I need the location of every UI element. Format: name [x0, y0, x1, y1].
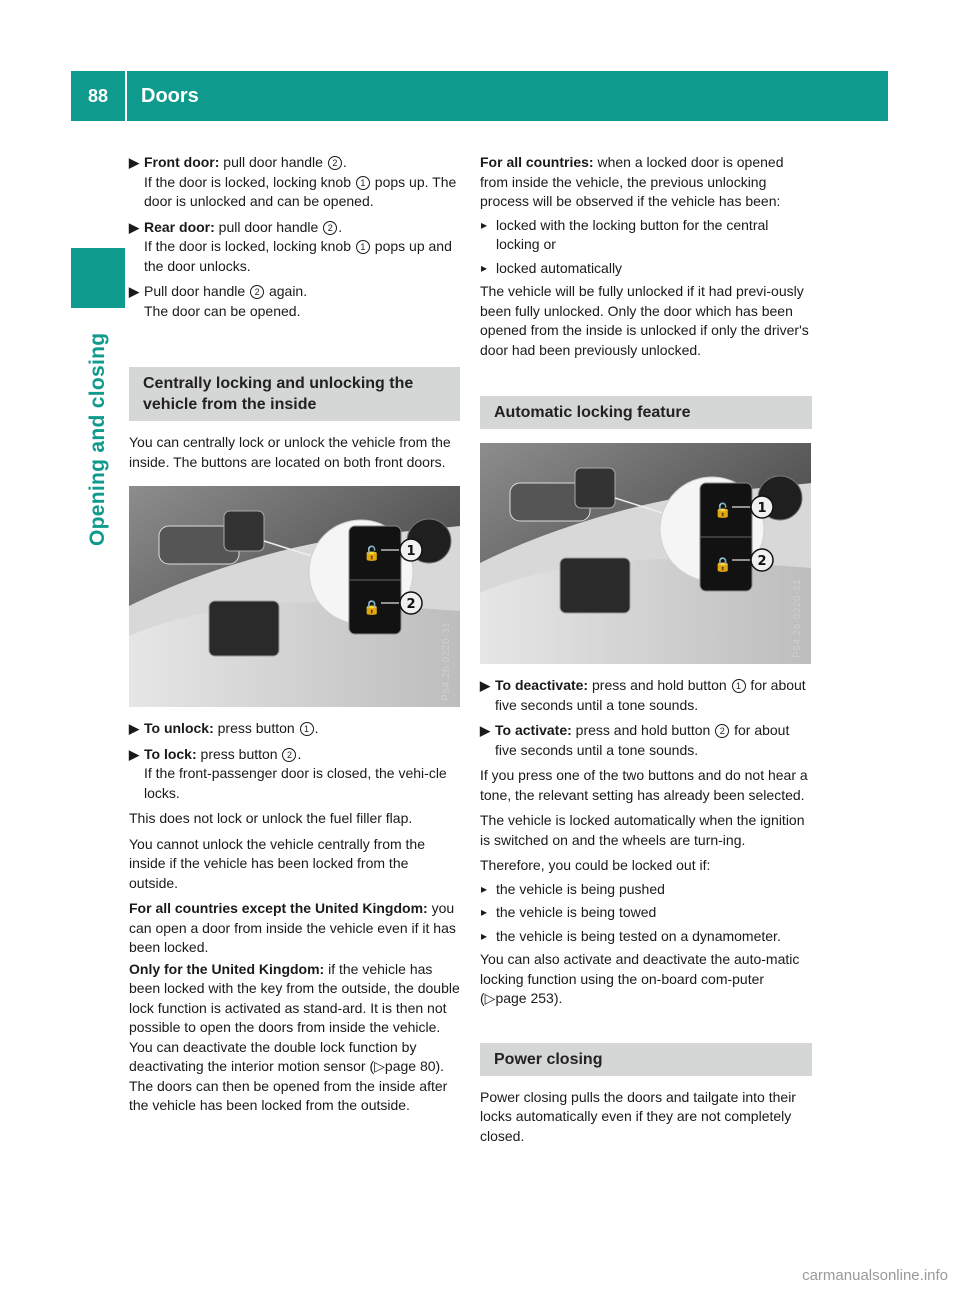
- photo-code: P54.26-0220-31: [791, 579, 803, 658]
- arrow-icon: ▶: [129, 721, 139, 736]
- callout-1-icon: 1: [356, 176, 370, 190]
- section-heading-power-closing: Power closing: [480, 1043, 812, 1076]
- sidebar-label: Opening and closing: [86, 332, 109, 546]
- arrow-icon: ▶: [480, 678, 490, 693]
- step-text: .: [297, 745, 302, 762]
- chapter-title: Doors: [141, 85, 199, 107]
- auto-lock-photo: [480, 443, 811, 664]
- uk-text: if the vehicle has been locked with the key from the outside, the double lock function is activated as stand-ard. It is then not possible to open the doors from inside the vehicle. You can deactivate the double lock function by deactivating the interior motion sensor (: [129, 960, 460, 1074]
- step-detail: If the front-passenger door is closed, the vehi-cle locks.: [144, 765, 447, 801]
- onboard-text-end: ).: [553, 990, 563, 1006]
- arrow-icon: ▶: [129, 746, 139, 762]
- bullet-icon: ▸: [481, 928, 488, 943]
- svg-text:🔓: 🔓: [714, 503, 732, 519]
- header-divider: [125, 71, 127, 121]
- callout-2-icon: 2: [250, 285, 264, 299]
- onboard-text: You can also activate and deactivate the auto-matic locking function using the on-board com-puter (: [480, 951, 800, 1006]
- bullet-item: [480, 880, 812, 900]
- arrow-icon: ▶: [129, 219, 139, 235]
- step-pull-again: [129, 282, 460, 321]
- fully-unlocked-paragraph: The vehicle will be fully unlocked if it had previ-ously been fully unlocked. Only the door which has been opened from the inside is unlocked if only the driver's door had been previously unlocked.: [480, 283, 809, 358]
- watermark: carmanualsonline.info: [802, 1267, 948, 1284]
- bullet-text: locked automatically: [496, 259, 623, 276]
- callout-2-icon: 2: [282, 748, 296, 762]
- step-text: press button: [213, 720, 299, 736]
- section-heading-central-locking: Centrally locking and unlocking the vehicle from the inside: [129, 367, 460, 421]
- bullet-item: [480, 216, 812, 255]
- callout-2-icon: 2: [328, 156, 342, 170]
- step-label: To unlock:: [144, 720, 214, 736]
- countries-label: For all countries except the United Kingdom:: [129, 900, 428, 916]
- uk-text-end: ). The doors can then be opened from the inside after the vehicle has been locked from the outside.: [129, 1058, 448, 1113]
- intro-paragraph: You can centrally lock or unlock the vehicle from the inside. The buttons are located on both front doors.: [129, 434, 451, 470]
- right-column: [480, 153, 812, 1152]
- step-text: for about five seconds until a tone sounds.: [495, 677, 806, 713]
- no-tone-paragraph: If you press one of the two buttons and do not hear a tone, the relevant setting has already been selected.: [480, 767, 808, 803]
- page-ref-icon: ▷: [374, 1058, 385, 1074]
- auto-locked-paragraph: The vehicle is locked automatically when the ignition is switched on and the wheels are turn-ing.: [480, 812, 805, 848]
- step-label: To activate:: [495, 722, 572, 738]
- bullet-icon: ▸: [481, 260, 488, 275]
- step-text: again.: [265, 283, 308, 299]
- callout-1-text: 1: [406, 544, 416, 559]
- door-panel-illustration: [129, 486, 460, 707]
- svg-text:🔒: 🔒: [714, 557, 732, 573]
- step-text: press button: [196, 745, 282, 762]
- step-text: for about five seconds until a tone sounds.: [495, 722, 790, 758]
- step-text: pull door handle: [219, 154, 327, 170]
- step-front-door: [129, 153, 460, 212]
- callout-2-text: 2: [757, 554, 767, 569]
- step-text: pull door handle: [214, 218, 323, 235]
- locked-out-paragraph: Therefore, you could be locked out if:: [480, 857, 711, 873]
- sidebar-tab: [71, 248, 125, 308]
- callout-1-icon: 1: [356, 240, 370, 254]
- uk-note: [129, 960, 460, 1116]
- step-detail: pops up and the door unlocks.: [144, 238, 452, 274]
- svg-text:🔓: 🔓: [363, 546, 381, 562]
- arrow-icon: ▶: [129, 284, 139, 299]
- page-number: 88: [87, 85, 109, 106]
- callout-1-icon: 1: [732, 679, 746, 693]
- svg-text:🔒: 🔒: [363, 600, 381, 616]
- arrow-icon: ▶: [480, 723, 490, 738]
- section-heading-auto-locking: Automatic locking feature: [480, 396, 812, 429]
- page-header: [71, 71, 888, 121]
- page-ref-link[interactable]: page 80: [384, 1058, 436, 1074]
- fuel-flap-note: This does not lock or unlock the fuel filler flap.: [129, 810, 413, 826]
- page-ref-link[interactable]: page 253: [495, 990, 554, 1006]
- door-panel-illustration-2: [480, 443, 811, 664]
- callout-2-text: 2: [406, 597, 416, 612]
- step-activate: [480, 721, 812, 760]
- bullet-icon: ▸: [481, 217, 488, 232]
- bullet-text: the vehicle is being tested on a dynamometer.: [496, 927, 781, 944]
- step-text: Pull door handle: [144, 283, 250, 299]
- step-label: Rear door:: [144, 218, 215, 235]
- step-detail: If the door is locked, locking knob: [144, 238, 355, 254]
- step-text: .: [342, 154, 347, 170]
- power-closing-paragraph: Power closing pulls the doors and tailgate into their locks automatically even if they are not completely closed.: [480, 1088, 796, 1144]
- step-unlock: [129, 719, 460, 739]
- left-column: [129, 153, 460, 1122]
- bullet-text: the vehicle is being pushed: [496, 880, 665, 897]
- bullet-icon: ▸: [481, 881, 488, 896]
- callout-2-icon: 2: [715, 724, 729, 738]
- bullet-text: the vehicle is being towed: [496, 904, 657, 920]
- step-detail: pops up. The door is unlocked and can be opened.: [144, 173, 457, 209]
- door-buttons-photo: [129, 486, 460, 707]
- step-text: .: [338, 218, 343, 235]
- arrow-icon: ▶: [129, 155, 139, 170]
- callout-1-icon: 1: [300, 722, 314, 736]
- countries-text: you can open a door from inside the vehicle even if it has been locked.: [129, 900, 456, 955]
- uk-label: Only for the United Kingdom:: [129, 960, 325, 977]
- step-deactivate: [480, 676, 812, 715]
- step-label: To deactivate:: [495, 677, 589, 693]
- bullet-text: locked with the locking button for the central locking or: [496, 216, 769, 252]
- photo-code: P54.26-0220-31: [440, 622, 452, 701]
- step-label: To lock:: [144, 745, 197, 762]
- bullet-item: [480, 259, 812, 279]
- step-text: press and hold button: [571, 722, 715, 738]
- step-detail: The door can be opened.: [144, 302, 301, 319]
- step-lock: [129, 745, 460, 804]
- all-countries-paragraph: [480, 153, 812, 212]
- cannot-unlock-note: You cannot unlock the vehicle centrally from the inside if the vehicle has been locked from the outside.: [129, 835, 425, 891]
- callout-1-text: 1: [757, 501, 767, 516]
- bullet-item: [480, 927, 812, 947]
- step-text: press and hold button: [588, 677, 731, 693]
- bullet-icon: ▸: [481, 905, 488, 919]
- callout-2-icon: 2: [323, 221, 337, 235]
- onboard-computer-paragraph: [480, 950, 812, 1009]
- all-countries-text: when a locked door is opened from inside the vehicle, the previous unlocking process will be observed if the vehicle has been:: [480, 154, 784, 209]
- step-detail: If the door is locked, locking knob: [144, 173, 355, 190]
- page-ref-icon: ▷: [484, 990, 496, 1006]
- countries-note: [129, 899, 460, 958]
- step-text: .: [314, 720, 319, 736]
- bullet-item: [480, 903, 812, 923]
- all-countries-label: For all countries:: [480, 154, 594, 170]
- step-label: Front door:: [144, 154, 220, 170]
- step-rear-door: [129, 218, 460, 277]
